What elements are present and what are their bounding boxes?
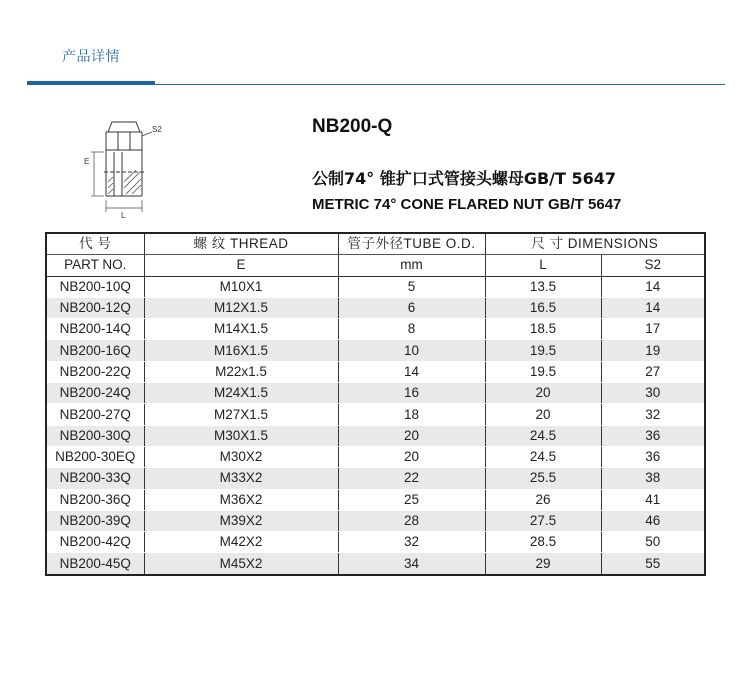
header-l: L <box>485 255 601 276</box>
cell-tube: 16 <box>338 383 485 404</box>
cell-thread: M10X1 <box>144 276 338 297</box>
cell-thread: M24X1.5 <box>144 383 338 404</box>
cell-l: 16.5 <box>485 297 601 318</box>
header-accent-bar <box>27 81 155 85</box>
cell-s2: 30 <box>601 383 705 404</box>
cell-tube: 34 <box>338 553 485 575</box>
cell-part: NB200-36Q <box>46 489 144 510</box>
product-title-chinese: 公制74° 锥扩口式管接头螺母GB/T 5647 <box>312 169 617 188</box>
cell-thread: M30X2 <box>144 446 338 467</box>
cell-tube: 8 <box>338 319 485 340</box>
cell-s2: 55 <box>601 553 705 575</box>
cell-thread: M33X2 <box>144 468 338 489</box>
cell-tube: 22 <box>338 468 485 489</box>
cell-part: NB200-27Q <box>46 404 144 425</box>
table-row <box>46 510 705 531</box>
cell-l: 27.5 <box>485 510 601 531</box>
cell-tube: 10 <box>338 340 485 361</box>
cell-thread: M42X2 <box>144 532 338 553</box>
cell-part: NB200-22Q <box>46 361 144 382</box>
table-row <box>46 319 705 340</box>
cell-thread: M16X1.5 <box>144 340 338 361</box>
section-title: 产品详情 <box>62 49 120 65</box>
cell-s2: 19 <box>601 340 705 361</box>
cell-tube: 32 <box>338 532 485 553</box>
header-thread-e: E <box>144 255 338 276</box>
drawing-label-l: L <box>121 211 126 220</box>
table-row <box>46 361 705 382</box>
cell-part: NB200-42Q <box>46 532 144 553</box>
cell-tube: 28 <box>338 510 485 531</box>
cell-tube: 6 <box>338 297 485 318</box>
cell-part: NB200-30EQ <box>46 446 144 467</box>
header-code: 代 号 <box>46 233 144 255</box>
cell-l: 13.5 <box>485 276 601 297</box>
cell-thread: M45X2 <box>144 553 338 575</box>
cell-tube: 18 <box>338 404 485 425</box>
cell-l: 24.5 <box>485 425 601 446</box>
table-row <box>46 340 705 361</box>
cell-part: NB200-30Q <box>46 425 144 446</box>
table-subheader-row <box>46 255 705 276</box>
table-row <box>46 383 705 404</box>
cell-s2: 36 <box>601 446 705 467</box>
cell-l: 25.5 <box>485 468 601 489</box>
cell-part: NB200-33Q <box>46 468 144 489</box>
cell-part: NB200-12Q <box>46 297 144 318</box>
table-row <box>46 468 705 489</box>
cell-s2: 32 <box>601 404 705 425</box>
cell-l: 18.5 <box>485 319 601 340</box>
table-row <box>46 425 705 446</box>
table-row <box>46 446 705 467</box>
cell-tube: 20 <box>338 425 485 446</box>
cell-thread: M14X1.5 <box>144 319 338 340</box>
header-s2: S2 <box>601 255 705 276</box>
cell-part: NB200-45Q <box>46 553 144 575</box>
cell-s2: 14 <box>601 297 705 318</box>
cell-part: NB200-24Q <box>46 383 144 404</box>
table-row <box>46 404 705 425</box>
table-row <box>46 532 705 553</box>
cell-s2: 46 <box>601 510 705 531</box>
cell-tube: 14 <box>338 361 485 382</box>
cell-thread: M22x1.5 <box>144 361 338 382</box>
cell-thread: M12X1.5 <box>144 297 338 318</box>
cell-part: NB200-14Q <box>46 319 144 340</box>
cell-s2: 27 <box>601 361 705 382</box>
cell-s2: 50 <box>601 532 705 553</box>
cell-thread: M39X2 <box>144 510 338 531</box>
header-dimensions: 尺 寸 DIMENSIONS <box>485 233 705 255</box>
product-title-english: METRIC 74° CONE FLARED NUT GB/T 5647 <box>312 196 622 213</box>
cell-l: 19.5 <box>485 340 601 361</box>
table-row <box>46 276 705 297</box>
cell-tube: 25 <box>338 489 485 510</box>
header-part-no: PART NO. <box>46 255 144 276</box>
cell-l: 28.5 <box>485 532 601 553</box>
nut-technical-drawing <box>78 112 188 224</box>
product-code: NB200-Q <box>312 116 393 137</box>
table-row <box>46 489 705 510</box>
cell-l: 29 <box>485 553 601 575</box>
drawing-label-s2: S2 <box>152 125 162 134</box>
cell-part: NB200-16Q <box>46 340 144 361</box>
cell-l: 26 <box>485 489 601 510</box>
drawing-label-e: E <box>84 157 90 166</box>
cell-thread: M27X1.5 <box>144 404 338 425</box>
cell-l: 20 <box>485 404 601 425</box>
cell-tube: 5 <box>338 276 485 297</box>
cell-thread: M36X2 <box>144 489 338 510</box>
cell-l: 20 <box>485 383 601 404</box>
cell-s2: 38 <box>601 468 705 489</box>
specification-table <box>45 232 706 576</box>
cell-l: 24.5 <box>485 446 601 467</box>
cell-l: 19.5 <box>485 361 601 382</box>
cell-s2: 14 <box>601 276 705 297</box>
table-row <box>46 553 705 575</box>
cell-s2: 17 <box>601 319 705 340</box>
cell-s2: 36 <box>601 425 705 446</box>
cell-s2: 41 <box>601 489 705 510</box>
cell-tube: 20 <box>338 446 485 467</box>
cell-thread: M30X1.5 <box>144 425 338 446</box>
cell-part: NB200-10Q <box>46 276 144 297</box>
table-header-row <box>46 233 705 255</box>
cell-part: NB200-39Q <box>46 510 144 531</box>
header-tube-mm: mm <box>338 255 485 276</box>
table-row <box>46 297 705 318</box>
header-tube-od: 管子外径TUBE O.D. <box>338 233 485 255</box>
header-thread: 螺 纹 THREAD <box>144 233 338 255</box>
